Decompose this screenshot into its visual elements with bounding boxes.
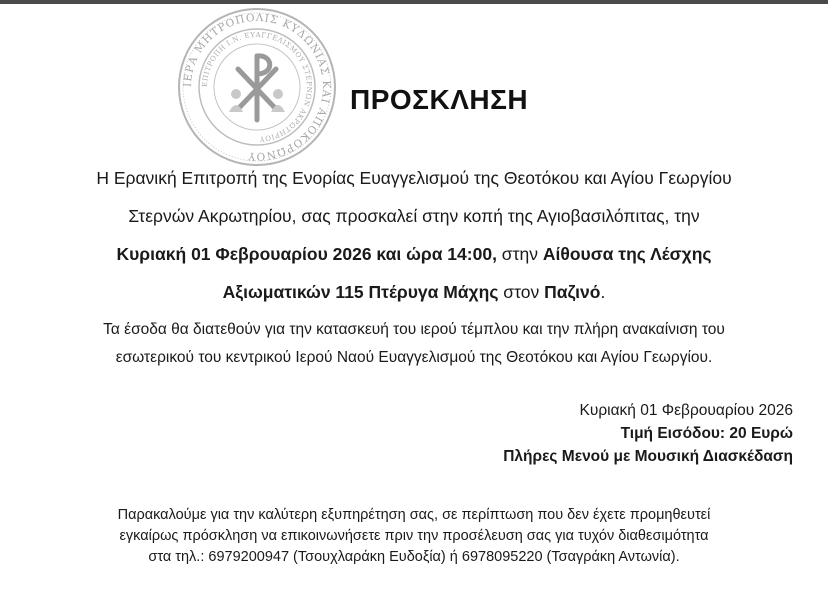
contact-note xyxy=(0,505,828,568)
event-datetime-line xyxy=(0,244,828,265)
connector-text: στην xyxy=(496,244,543,264)
venue-name-part-2: Αξιωματικών 115 Πτέρυγα Μάχης xyxy=(222,282,499,302)
proceeds-line-1: Τα έσοδα θα διατεθούν για την κατασκευή του ιερού τέμπλου και την πλήρη ανακαίνιση του xyxy=(103,321,725,338)
footer-line-2: εγκαίρως πρόσκληση να επικοινωνήσετε πριν την προσέλευση σας για τυχόν διαθεσιμότητα xyxy=(119,528,709,544)
venue-line xyxy=(0,282,828,303)
chi-rho-seal-icon xyxy=(176,6,338,168)
footer-line-1: Παρακαλούμε για την καλύτερη εξυπηρέτηση σας, σε περίπτωση που δεν έχετε προμηθευτεί xyxy=(117,507,711,523)
body-line-1: Η Ερανική Επιτροπή της Ενορίας Ευαγγελισμού της Θεοτόκου και Αγίου Γεωργίου xyxy=(96,168,732,188)
event-details xyxy=(503,399,793,468)
church-seal xyxy=(176,6,338,168)
body-line-2: Στερνών Ακρωτηρίου, σας προσκαλεί στην κοπή της Αγιοβασιλόπιτας, την xyxy=(128,206,700,226)
connector-text: στον xyxy=(498,282,545,302)
period: . xyxy=(600,282,606,302)
venue-location: Παζινό xyxy=(544,282,601,302)
proceeds-line-2: εσωτερικού του κεντρικού Ιερού Ναού Ευαγγελισμού της Θεοτόκου και Αγίου Γεωργίου. xyxy=(115,349,713,366)
event-datetime: Κυριακή 01 Φεβρουαρίου 2026 και ώρα 14:00, xyxy=(116,244,497,264)
top-border xyxy=(0,0,828,4)
venue-name-part-1: Αίθουσα της Λέσχης xyxy=(542,244,712,264)
footer-contact-phones: στα τηλ.: 6979200947 (Τσουχλαράκη Ευδοξία) ή 6978095220 (Τσαγράκη Αντωνία). xyxy=(148,549,680,565)
invitation-title: ΠΡΟΣΚΛΗΣΗ xyxy=(350,84,529,115)
svg-text:ΙΕΡΑ ΜΗΤΡΟΠΟΛΙΣ ΚΥΔΩΝΙΑΣ ΚΑΙ Α: ΙΕΡΑ ΜΗΤΡΟΠΟΛΙΣ ΚΥΔΩΝΙΑΣ ΚΑΙ ΑΠΟΚΟΡΩΝΟΥ xyxy=(181,11,333,163)
event-date: Κυριακή 01 Φεβρουαρίου 2026 xyxy=(579,402,793,419)
svg-text:ΕΠΙΤΡΟΠΗ Ι.Ν. ΕΥΑΓΓΕΛΙΣΜΟΥ ΣΤΕ: ΕΠΙΤΡΟΠΗ Ι.Ν. ΕΥΑΓΓΕΛΙΣΜΟΥ ΣΤΕΡΝΩΝ ΑΚΡΩΤΗΡΙΟΥ xyxy=(200,30,314,144)
menu-info: Πλήρες Μενού με Μουσική Διασκέδαση xyxy=(503,448,793,465)
entry-price: Τιμή Εισόδου: 20 Ευρώ xyxy=(620,425,793,442)
